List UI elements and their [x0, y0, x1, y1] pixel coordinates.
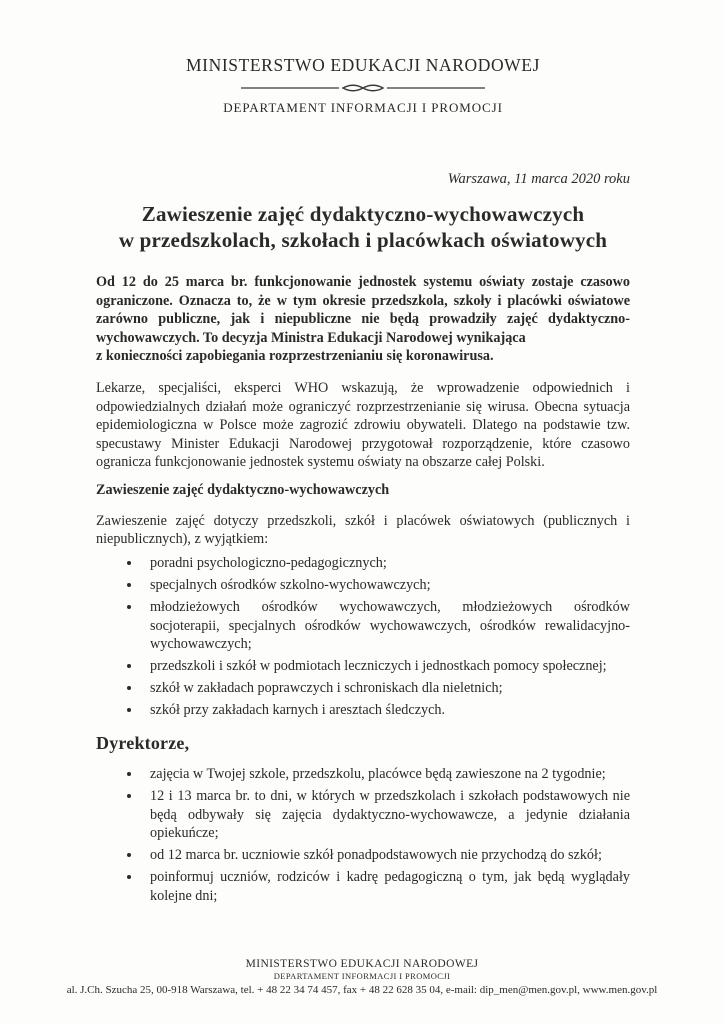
letterhead-ministry: MINISTERSTWO EDUKACJI NARODOWEJ	[186, 55, 540, 75]
suspension-intro-paragraph: Zawieszenie zajęć dotyczy przedszkoli, szkół i placówek oświatowych (publicznych i niepublicznych), z wyjątkiem:	[96, 512, 630, 548]
list-item: • szkół w zakładach poprawczych i schroniskach dla nieletnich;	[142, 679, 630, 698]
letterhead-department: DEPARTAMENT INFORMACJI I PROMOCJI	[223, 100, 503, 115]
document-title-line2: w przedszkolach, szkołach i placówkach oświatowych	[118, 228, 608, 252]
lead-paragraph	[96, 273, 630, 366]
list-item: • zajęcia w Twojej szkole, przedszkolu, placówce będą zawieszone na 2 tygodnie;	[142, 765, 630, 784]
suspension-section-heading: Zawieszenie zajęć dydaktyczno-wychowawczych	[96, 481, 390, 498]
footer-ministry: MINISTERSTWO EDUKACJI NARODOWEJ	[245, 958, 479, 970]
exceptions-list	[96, 554, 630, 720]
document-title	[96, 201, 630, 253]
dateline: Warszawa, 11 marca 2020 roku	[447, 171, 630, 187]
footer-department: DEPARTAMENT INFORMACJI I PROMOCJI	[273, 971, 451, 981]
who-paragraph: Lekarze, specjaliści, eksperci WHO wskazują, że wprowadzenie odpowiednich i odpowiedzialnych działań może ograniczyć rozprzestrzenianie się wirusa. Obecna sytuacja epidemiologiczna w Polsce może zagrozić zdrowiu obywateli. Dlatego na podstawie tzw. specustawy Minister Edukacji Narodowej przygotował rozporządzenie, które czasowo ogranicza funkcjonowanie jednostek systemu oświaty na obszarze całej Polski.	[96, 379, 630, 471]
directors-heading: Dyrektorze,	[96, 732, 190, 753]
divider-ornament-icon	[239, 81, 487, 95]
list-item: • młodzieżowych ośrodków wychowawczych, młodzieżowych ośrodków socjoterapii, specjalnych ośrodków wychowawczych, ośrodków rewalidacyjno-wychowawczych;	[142, 598, 630, 654]
list-item: • 12 i 13 marca br. to dni, w których w przedszkolach i szkołach podstawowych nie będą odbywały się zajęcia dydaktyczno-wychowawcze, a jedynie działania opiekuńcze;	[142, 787, 630, 843]
footer-address: al. J.Ch. Szucha 25, 00-918 Warszawa, tel. + 48 22 34 74 457, fax + 48 22 628 35 04, e-mail: dip_men@men.gov.pl, www.men.gov.pl	[66, 984, 658, 996]
directors-list	[96, 765, 630, 906]
list-item: • od 12 marca br. uczniowie szkół ponadpodstawowych nie przychodzą do szkół;	[142, 846, 630, 865]
list-item: • szkół przy zakładach karnych i aresztach śledczych.	[142, 701, 630, 720]
list-item: • poradni psychologiczno-pedagogicznych;	[142, 554, 630, 573]
lead-paragraph-line2: z konieczności zapobiegania rozprzestrzenianiu się koronawirusa.	[96, 348, 494, 365]
lead-paragraph-text: Od 12 do 25 marca br. funkcjonowanie jednostek systemu oświaty zostaje czasowo ograniczone. Oznacza to, że w tym okresie przedszkola, szkoły i placówki oświatowe zarówno publiczne, jak i niepubliczne nie będą prowadziły zajęć dydaktyczno-wychowawczych. To decyzja Ministra Edukacji Narodowej wynikająca	[96, 274, 630, 346]
document-title-line1: Zawieszenie zajęć dydaktyczno-wychowawczych	[141, 202, 585, 226]
list-item: • poinformuj uczniów, rodziców i kadrę pedagogiczną o tym, jak będą wyglądały kolejne dni;	[142, 868, 630, 905]
list-item: • specjalnych ośrodków szkolno-wychowawczych;	[142, 576, 630, 595]
list-item: • przedszkoli i szkół w podmiotach leczniczych i jednostkach pomocy społecznej;	[142, 657, 630, 676]
letterhead	[96, 54, 630, 116]
page-footer	[0, 957, 724, 997]
document-body	[96, 273, 630, 906]
